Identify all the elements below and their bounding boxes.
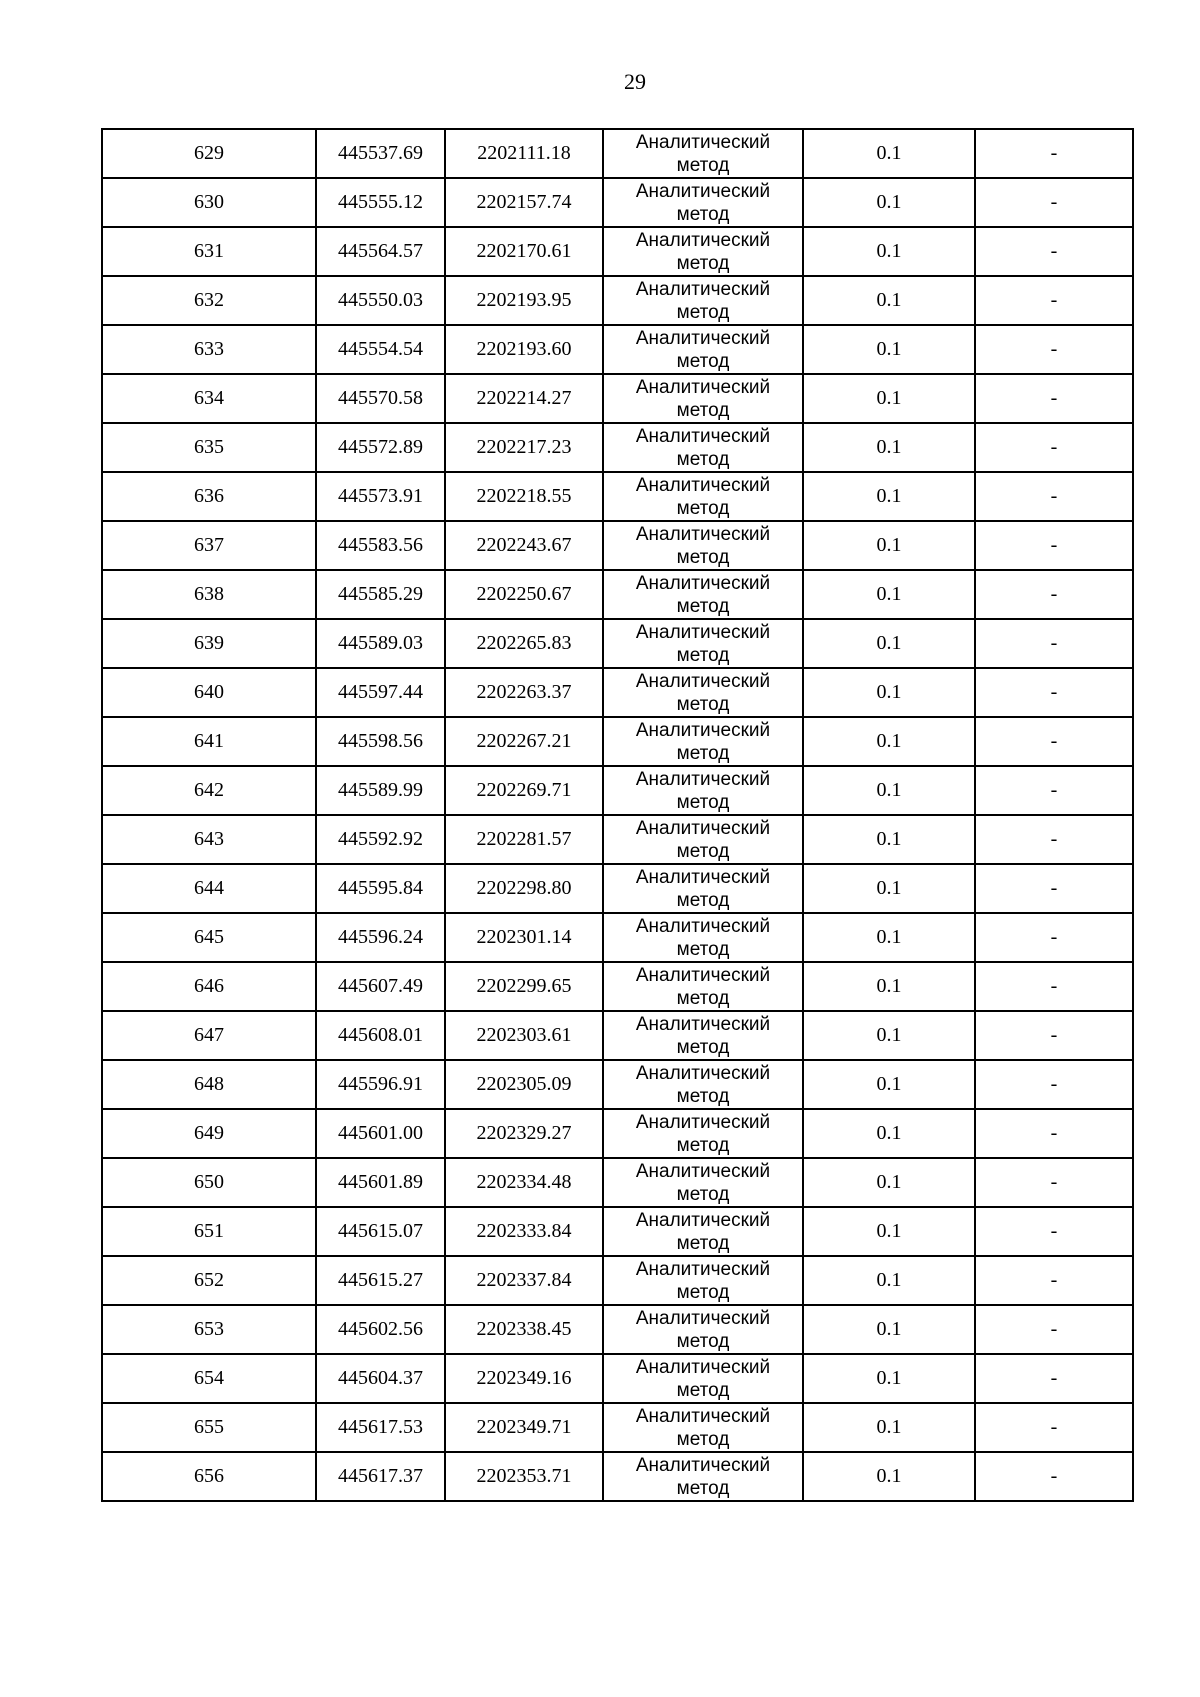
page-number: 29: [624, 69, 646, 94]
method-cell: [603, 129, 803, 178]
method-line-2: метод: [676, 938, 730, 960]
y-coordinate-cell: 2202281.57: [445, 815, 603, 864]
x-coordinate-cell: 445564.57: [316, 227, 445, 276]
method-line-1: Аналитический: [635, 376, 771, 398]
accuracy-cell: 0.1: [803, 129, 975, 178]
x-coordinate-cell: 445550.03: [316, 276, 445, 325]
y-coordinate-cell: 2202349.71: [445, 1403, 603, 1452]
note-cell: -: [975, 1109, 1133, 1158]
point-number-cell: 650: [102, 1158, 316, 1207]
note-cell: -: [975, 521, 1133, 570]
point-number-cell: 633: [102, 325, 316, 374]
accuracy-cell: 0.1: [803, 717, 975, 766]
accuracy-cell: 0.1: [803, 276, 975, 325]
point-number-cell: 637: [102, 521, 316, 570]
y-coordinate-cell: 2202269.71: [445, 766, 603, 815]
method-cell: [603, 1403, 803, 1452]
method-cell: [603, 1452, 803, 1501]
note-cell: -: [975, 374, 1133, 423]
table-row: [102, 570, 1133, 619]
method-line-2: метод: [676, 154, 730, 176]
point-number-cell: 643: [102, 815, 316, 864]
method-line-1: Аналитический: [635, 1307, 771, 1329]
point-number-cell: 638: [102, 570, 316, 619]
method-cell: [603, 1158, 803, 1207]
y-coordinate-cell: 2202353.71: [445, 1452, 603, 1501]
x-coordinate-cell: 445601.00: [316, 1109, 445, 1158]
method-line-1: Аналитический: [635, 229, 771, 251]
note-cell: -: [975, 619, 1133, 668]
point-number-cell: 641: [102, 717, 316, 766]
table-row: [102, 1011, 1133, 1060]
point-number-cell: 640: [102, 668, 316, 717]
point-number-cell: 636: [102, 472, 316, 521]
x-coordinate-cell: 445572.89: [316, 423, 445, 472]
table-row: [102, 129, 1133, 178]
accuracy-cell: 0.1: [803, 864, 975, 913]
point-number-cell: 648: [102, 1060, 316, 1109]
table-row: [102, 1256, 1133, 1305]
x-coordinate-cell: 445537.69: [316, 129, 445, 178]
note-cell: -: [975, 913, 1133, 962]
x-coordinate-cell: 445598.56: [316, 717, 445, 766]
table-row: [102, 227, 1133, 276]
x-coordinate-cell: 445597.44: [316, 668, 445, 717]
y-coordinate-cell: 2202170.61: [445, 227, 603, 276]
table-row: [102, 766, 1133, 815]
table-row: [102, 1207, 1133, 1256]
method-line-2: метод: [676, 497, 730, 519]
method-cell: [603, 1256, 803, 1305]
method-cell: [603, 1109, 803, 1158]
method-cell: [603, 521, 803, 570]
note-cell: -: [975, 766, 1133, 815]
table-row: [102, 815, 1133, 864]
y-coordinate-cell: 2202193.95: [445, 276, 603, 325]
y-coordinate-cell: 2202157.74: [445, 178, 603, 227]
method-line-2: метод: [676, 203, 730, 225]
y-coordinate-cell: 2202334.48: [445, 1158, 603, 1207]
method-line-1: Аналитический: [635, 474, 771, 496]
method-line-2: метод: [676, 1134, 730, 1156]
method-cell: [603, 1060, 803, 1109]
accuracy-cell: 0.1: [803, 962, 975, 1011]
note-cell: -: [975, 1207, 1133, 1256]
y-coordinate-cell: 2202301.14: [445, 913, 603, 962]
x-coordinate-cell: 445604.37: [316, 1354, 445, 1403]
method-line-2: метод: [676, 987, 730, 1009]
point-number-cell: 645: [102, 913, 316, 962]
method-cell: [603, 178, 803, 227]
x-coordinate-cell: 445589.03: [316, 619, 445, 668]
note-cell: -: [975, 1158, 1133, 1207]
table-row: [102, 717, 1133, 766]
method-line-1: Аналитический: [635, 278, 771, 300]
table-row: [102, 178, 1133, 227]
point-number-cell: 653: [102, 1305, 316, 1354]
method-line-1: Аналитический: [635, 719, 771, 741]
method-line-1: Аналитический: [635, 1405, 771, 1427]
y-coordinate-cell: 2202333.84: [445, 1207, 603, 1256]
y-coordinate-cell: 2202263.37: [445, 668, 603, 717]
method-cell: [603, 570, 803, 619]
note-cell: -: [975, 325, 1133, 374]
table-row: [102, 423, 1133, 472]
table-row: [102, 1158, 1133, 1207]
accuracy-cell: 0.1: [803, 1403, 975, 1452]
accuracy-cell: 0.1: [803, 227, 975, 276]
method-line-2: метод: [676, 252, 730, 274]
point-number-cell: 634: [102, 374, 316, 423]
method-cell: [603, 1305, 803, 1354]
method-cell: [603, 619, 803, 668]
method-line-2: метод: [676, 1477, 730, 1499]
coordinates-table: [101, 128, 1134, 1502]
accuracy-cell: 0.1: [803, 1158, 975, 1207]
note-cell: -: [975, 1011, 1133, 1060]
accuracy-cell: 0.1: [803, 815, 975, 864]
x-coordinate-cell: 445555.12: [316, 178, 445, 227]
method-line-1: Аналитический: [635, 1356, 771, 1378]
x-coordinate-cell: 445615.27: [316, 1256, 445, 1305]
table-row: [102, 913, 1133, 962]
x-coordinate-cell: 445573.91: [316, 472, 445, 521]
point-number-cell: 649: [102, 1109, 316, 1158]
method-line-1: Аналитический: [635, 1258, 771, 1280]
point-number-cell: 635: [102, 423, 316, 472]
table-row: [102, 1109, 1133, 1158]
point-number-cell: 654: [102, 1354, 316, 1403]
y-coordinate-cell: 2202337.84: [445, 1256, 603, 1305]
point-number-cell: 631: [102, 227, 316, 276]
method-line-1: Аналитический: [635, 523, 771, 545]
note-cell: -: [975, 570, 1133, 619]
method-line-2: метод: [676, 301, 730, 323]
point-number-cell: 639: [102, 619, 316, 668]
method-line-2: метод: [676, 1085, 730, 1107]
y-coordinate-cell: 2202243.67: [445, 521, 603, 570]
point-number-cell: 632: [102, 276, 316, 325]
method-line-1: Аналитический: [635, 817, 771, 839]
table-row: [102, 521, 1133, 570]
note-cell: -: [975, 227, 1133, 276]
method-line-2: метод: [676, 350, 730, 372]
method-line-2: метод: [676, 889, 730, 911]
note-cell: -: [975, 717, 1133, 766]
accuracy-cell: 0.1: [803, 1256, 975, 1305]
note-cell: -: [975, 1403, 1133, 1452]
y-coordinate-cell: 2202111.18: [445, 129, 603, 178]
x-coordinate-cell: 445583.56: [316, 521, 445, 570]
accuracy-cell: 0.1: [803, 619, 975, 668]
x-coordinate-cell: 445592.92: [316, 815, 445, 864]
method-cell: [603, 227, 803, 276]
accuracy-cell: 0.1: [803, 570, 975, 619]
note-cell: -: [975, 1060, 1133, 1109]
accuracy-cell: 0.1: [803, 521, 975, 570]
x-coordinate-cell: 445615.07: [316, 1207, 445, 1256]
method-cell: [603, 717, 803, 766]
note-cell: -: [975, 276, 1133, 325]
method-cell: [603, 766, 803, 815]
method-line-2: метод: [676, 644, 730, 666]
x-coordinate-cell: 445596.91: [316, 1060, 445, 1109]
accuracy-cell: 0.1: [803, 325, 975, 374]
point-number-cell: 651: [102, 1207, 316, 1256]
point-number-cell: 647: [102, 1011, 316, 1060]
x-coordinate-cell: 445607.49: [316, 962, 445, 1011]
method-line-2: метод: [676, 1183, 730, 1205]
table-row: [102, 864, 1133, 913]
x-coordinate-cell: 445595.84: [316, 864, 445, 913]
point-number-cell: 652: [102, 1256, 316, 1305]
method-cell: [603, 864, 803, 913]
x-coordinate-cell: 445617.37: [316, 1452, 445, 1501]
note-cell: -: [975, 1305, 1133, 1354]
point-number-cell: 656: [102, 1452, 316, 1501]
method-line-1: Аналитический: [635, 1160, 771, 1182]
x-coordinate-cell: 445608.01: [316, 1011, 445, 1060]
y-coordinate-cell: 2202299.65: [445, 962, 603, 1011]
method-line-1: Аналитический: [635, 1111, 771, 1133]
y-coordinate-cell: 2202329.27: [445, 1109, 603, 1158]
accuracy-cell: 0.1: [803, 1305, 975, 1354]
method-cell: [603, 276, 803, 325]
point-number-cell: 630: [102, 178, 316, 227]
method-line-2: метод: [676, 693, 730, 715]
method-line-1: Аналитический: [635, 621, 771, 643]
accuracy-cell: 0.1: [803, 472, 975, 521]
table-row: [102, 1403, 1133, 1452]
method-cell: [603, 1207, 803, 1256]
method-line-2: метод: [676, 1232, 730, 1254]
note-cell: -: [975, 1452, 1133, 1501]
y-coordinate-cell: 2202218.55: [445, 472, 603, 521]
method-cell: [603, 962, 803, 1011]
method-cell: [603, 472, 803, 521]
accuracy-cell: 0.1: [803, 374, 975, 423]
method-line-2: метод: [676, 595, 730, 617]
method-line-2: метод: [676, 546, 730, 568]
point-number-cell: 644: [102, 864, 316, 913]
point-number-cell: 646: [102, 962, 316, 1011]
method-line-2: метод: [676, 1330, 730, 1352]
method-line-1: Аналитический: [635, 1454, 771, 1476]
accuracy-cell: 0.1: [803, 1452, 975, 1501]
method-cell: [603, 1011, 803, 1060]
accuracy-cell: 0.1: [803, 178, 975, 227]
point-number-cell: 642: [102, 766, 316, 815]
y-coordinate-cell: 2202265.83: [445, 619, 603, 668]
accuracy-cell: 0.1: [803, 1011, 975, 1060]
table-row: [102, 325, 1133, 374]
note-cell: -: [975, 668, 1133, 717]
note-cell: -: [975, 178, 1133, 227]
method-line-1: Аналитический: [635, 425, 771, 447]
point-number-cell: 655: [102, 1403, 316, 1452]
method-cell: [603, 423, 803, 472]
table-row: [102, 668, 1133, 717]
x-coordinate-cell: 445570.58: [316, 374, 445, 423]
accuracy-cell: 0.1: [803, 913, 975, 962]
table-row: [102, 1305, 1133, 1354]
method-line-1: Аналитический: [635, 670, 771, 692]
accuracy-cell: 0.1: [803, 1060, 975, 1109]
method-line-1: Аналитический: [635, 131, 771, 153]
method-line-2: метод: [676, 1379, 730, 1401]
method-line-1: Аналитический: [635, 327, 771, 349]
table-row: [102, 472, 1133, 521]
table-row: [102, 374, 1133, 423]
note-cell: -: [975, 962, 1133, 1011]
method-line-1: Аналитический: [635, 915, 771, 937]
method-line-2: метод: [676, 840, 730, 862]
method-line-2: метод: [676, 448, 730, 470]
table-row: [102, 276, 1133, 325]
x-coordinate-cell: 445585.29: [316, 570, 445, 619]
method-line-2: метод: [676, 742, 730, 764]
note-cell: -: [975, 472, 1133, 521]
method-line-1: Аналитический: [635, 180, 771, 202]
y-coordinate-cell: 2202217.23: [445, 423, 603, 472]
note-cell: -: [975, 1354, 1133, 1403]
table-row: [102, 1060, 1133, 1109]
y-coordinate-cell: 2202214.27: [445, 374, 603, 423]
table-row: [102, 1354, 1133, 1403]
x-coordinate-cell: 445554.54: [316, 325, 445, 374]
method-line-1: Аналитический: [635, 1062, 771, 1084]
x-coordinate-cell: 445602.56: [316, 1305, 445, 1354]
y-coordinate-cell: 2202349.16: [445, 1354, 603, 1403]
note-cell: -: [975, 815, 1133, 864]
accuracy-cell: 0.1: [803, 1207, 975, 1256]
y-coordinate-cell: 2202250.67: [445, 570, 603, 619]
note-cell: -: [975, 129, 1133, 178]
accuracy-cell: 0.1: [803, 766, 975, 815]
method-cell: [603, 1354, 803, 1403]
note-cell: -: [975, 423, 1133, 472]
method-cell: [603, 815, 803, 864]
x-coordinate-cell: 445601.89: [316, 1158, 445, 1207]
y-coordinate-cell: 2202305.09: [445, 1060, 603, 1109]
note-cell: -: [975, 1256, 1133, 1305]
method-cell: [603, 325, 803, 374]
point-number-cell: 629: [102, 129, 316, 178]
y-coordinate-cell: 2202298.80: [445, 864, 603, 913]
method-cell: [603, 374, 803, 423]
y-coordinate-cell: 2202303.61: [445, 1011, 603, 1060]
method-line-1: Аналитический: [635, 768, 771, 790]
method-line-1: Аналитический: [635, 1013, 771, 1035]
note-cell: -: [975, 864, 1133, 913]
method-line-1: Аналитический: [635, 572, 771, 594]
method-line-2: метод: [676, 1036, 730, 1058]
method-line-1: Аналитический: [635, 964, 771, 986]
method-line-2: метод: [676, 1428, 730, 1450]
accuracy-cell: 0.1: [803, 668, 975, 717]
x-coordinate-cell: 445617.53: [316, 1403, 445, 1452]
accuracy-cell: 0.1: [803, 423, 975, 472]
method-line-1: Аналитический: [635, 866, 771, 888]
method-line-2: метод: [676, 1281, 730, 1303]
method-cell: [603, 668, 803, 717]
x-coordinate-cell: 445589.99: [316, 766, 445, 815]
table-row: [102, 619, 1133, 668]
table-row: [102, 1452, 1133, 1501]
accuracy-cell: 0.1: [803, 1109, 975, 1158]
x-coordinate-cell: 445596.24: [316, 913, 445, 962]
method-line-1: Аналитический: [635, 1209, 771, 1231]
table-row: [102, 962, 1133, 1011]
method-line-2: метод: [676, 399, 730, 421]
y-coordinate-cell: 2202338.45: [445, 1305, 603, 1354]
method-line-2: метод: [676, 791, 730, 813]
method-cell: [603, 913, 803, 962]
y-coordinate-cell: 2202193.60: [445, 325, 603, 374]
accuracy-cell: 0.1: [803, 1354, 975, 1403]
y-coordinate-cell: 2202267.21: [445, 717, 603, 766]
table-body: [102, 129, 1133, 1501]
